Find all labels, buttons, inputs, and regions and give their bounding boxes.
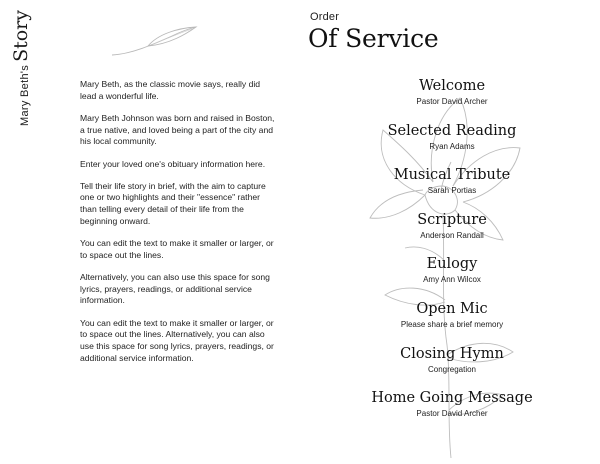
story-paragraph: You can edit the text to make it smaller or larger, or to space out the lines. Alternatively, you can also use this space for song lyrics, prayers, readings, or additional service information. <box>80 317 274 363</box>
service-item-title: Welcome <box>418 78 486 94</box>
service-item-subtitle: Anderson Randall <box>420 230 484 240</box>
service-item <box>340 388 564 433</box>
service-item-title: Scripture <box>417 211 487 228</box>
service-item <box>340 210 564 255</box>
service-item-subtitle: Congregation <box>427 364 477 374</box>
story-paragraph: You can edit the text to make it smaller or larger, or to space out the lines. <box>80 238 274 260</box>
service-item-subtitle: Sarah Portias <box>427 186 477 196</box>
service-item-title: Selected Reading <box>387 122 517 139</box>
story-paragraph: Mary Beth, as the classic movie says, really did lead a wonderful life. <box>80 79 261 101</box>
service-item <box>340 254 564 299</box>
story-paragraph: Tell their life story in brief, with the aim to capture one or two highlights and their "essence" rather than telling every detail of their life from the beginning onward. <box>80 180 266 226</box>
service-item <box>340 121 564 166</box>
story-paragraph: Enter your loved one's obituary information here. <box>80 158 266 169</box>
service-item <box>340 165 564 210</box>
service-items <box>340 76 564 433</box>
service-item-title: Closing Hymn <box>400 345 504 362</box>
service-item-subtitle: Please share a brief memory <box>400 319 504 329</box>
service-item-subtitle: Ryan Adams <box>429 141 475 151</box>
order-title-big: Of Service <box>308 24 439 53</box>
service-item-title: Open Mic <box>416 300 488 317</box>
story-text <box>80 79 276 375</box>
story-title-small: Mary Beth's <box>19 64 31 126</box>
service-item-title: Home Going Message <box>371 390 533 407</box>
service-item-title: Musical Tribute <box>393 167 511 184</box>
service-item <box>340 344 564 389</box>
service-item <box>340 299 564 344</box>
story-paragraph: Mary Beth Johnson was born and raised in Boston, a true native, and loved being a part of the city and his local community. <box>80 112 275 147</box>
service-item-subtitle: Pastor David Archer <box>416 409 488 419</box>
service-item <box>340 76 564 121</box>
story-title-big: Story <box>10 10 32 62</box>
story-title <box>10 10 32 130</box>
service-item-title: Eulogy <box>426 256 478 273</box>
leaf-icon <box>108 24 200 60</box>
service-item-subtitle: Amy Ann Wilcox <box>423 275 481 285</box>
order-title-small: Order <box>310 11 340 23</box>
story-paragraph: Alternatively, you can also use this space for song lyrics, prayers, readings, or additional service information. <box>80 271 270 306</box>
service-item-subtitle: Pastor David Archer <box>416 97 488 106</box>
